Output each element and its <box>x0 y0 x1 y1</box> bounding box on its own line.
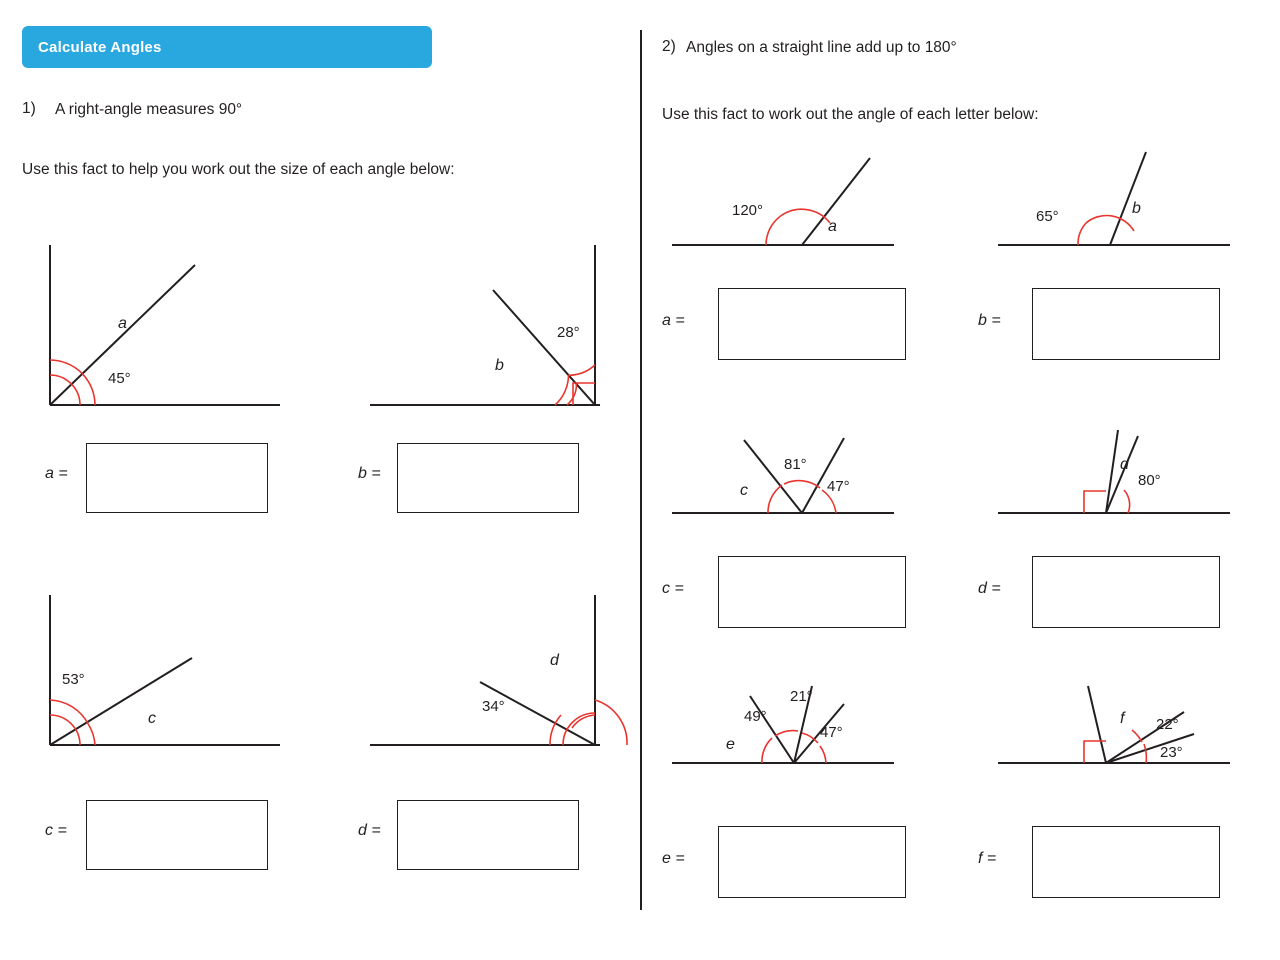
figure-2e-given-2: 21° <box>790 688 813 705</box>
figure-2f-letter: f <box>1120 710 1125 727</box>
figure-2f-given-1: 22° <box>1156 716 1179 733</box>
figure-1a-letter: a <box>118 315 127 332</box>
answer-label-1d: d = <box>358 822 381 839</box>
answer-box-2c[interactable] <box>718 556 906 628</box>
figure-2a <box>672 150 902 260</box>
figure-1d <box>360 590 610 760</box>
section1-statement: A right-angle measures 90° <box>55 101 243 118</box>
answer-box-1a[interactable] <box>86 443 268 513</box>
figure-2e-given-1: 49° <box>744 708 767 725</box>
figure-1c <box>40 590 290 760</box>
figure-2f-given-2: 23° <box>1160 744 1183 761</box>
figure-2c <box>672 428 902 528</box>
answer-box-2e[interactable] <box>718 826 906 898</box>
answer-box-2f[interactable] <box>1032 826 1220 898</box>
answer-box-2a[interactable] <box>718 288 906 360</box>
figure-2e-given-3: 47° <box>820 724 843 741</box>
figure-2a-given: 120° <box>732 202 764 219</box>
figure-2b-letter: b <box>1132 200 1141 217</box>
section2-number: 2) <box>662 38 676 55</box>
answer-box-1c[interactable] <box>86 800 268 870</box>
figure-2f <box>998 668 1238 778</box>
figure-1c-letter: c <box>148 710 156 727</box>
answer-label-1a: a = <box>45 465 68 482</box>
figure-2c-given-1: 81° <box>784 456 807 473</box>
answer-label-1b: b = <box>358 465 381 482</box>
figure-1b-letter: b <box>495 357 504 374</box>
figure-2d-given: 80° <box>1138 472 1161 489</box>
answer-box-2d[interactable] <box>1032 556 1220 628</box>
figure-1a-given: 45° <box>108 370 131 387</box>
answer-box-1b[interactable] <box>397 443 579 513</box>
answer-label-1c: c = <box>45 822 67 839</box>
figure-2a-letter: a <box>828 218 837 235</box>
answer-label-2a: a = <box>662 312 685 329</box>
figure-2b-given: 65° <box>1036 208 1059 225</box>
figure-1d-given: 34° <box>482 698 505 715</box>
answer-label-2b: b = <box>978 312 1001 329</box>
figure-1b-given: 28° <box>557 324 580 341</box>
figure-2c-given-2: 47° <box>827 478 850 495</box>
figure-1b <box>360 240 610 420</box>
section2-instruction: Use this fact to work out the angle of each letter below: <box>662 106 1039 123</box>
answer-label-2d: d = <box>978 580 1001 597</box>
title-banner <box>22 26 432 68</box>
figure-1d-letter: d <box>550 652 559 669</box>
figure-2b <box>998 150 1238 260</box>
figure-1a <box>40 240 290 420</box>
answer-label-2f: f = <box>978 850 997 867</box>
section1-number: 1) <box>22 100 36 117</box>
answer-label-2c: c = <box>662 580 684 597</box>
page-title: Calculate Angles <box>38 38 162 56</box>
figure-2d-letter: d <box>1120 456 1129 473</box>
answer-box-2b[interactable] <box>1032 288 1220 360</box>
figure-1c-given: 53° <box>62 671 85 688</box>
answer-box-1d[interactable] <box>397 800 579 870</box>
section2-statement: Angles on a straight line add up to 180° <box>686 39 957 56</box>
figure-2e <box>672 668 902 778</box>
figure-2d <box>998 428 1238 528</box>
column-divider <box>640 30 642 910</box>
section1-instruction: Use this fact to help you work out the size of each angle below: <box>22 161 455 178</box>
figure-2c-letter: c <box>740 482 748 499</box>
figure-2e-letter: e <box>726 736 735 753</box>
answer-label-2e: e = <box>662 850 685 867</box>
